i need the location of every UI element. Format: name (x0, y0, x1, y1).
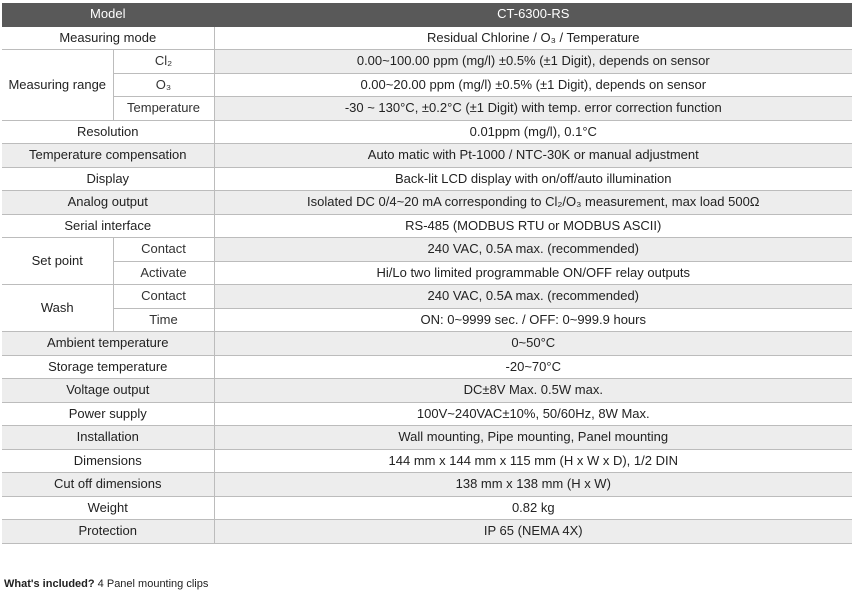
row-label: Storage temperature (2, 355, 214, 379)
row-value: IP 65 (NEMA 4X) (214, 520, 852, 544)
row-label: Weight (2, 496, 214, 520)
row-label: Temperature compensation (2, 144, 214, 168)
row-value: 0~50°C (214, 332, 852, 356)
row-label: Power supply (2, 402, 214, 426)
row-value: DC±8V Max. 0.5W max. (214, 379, 852, 403)
row-value: 0.00~100.00 ppm (mg/l) ±0.5% (±1 Digit), depends on sensor (214, 50, 852, 74)
table-row (2, 50, 852, 74)
row-label: Voltage output (2, 379, 214, 403)
row-value: 0.82 kg (214, 496, 852, 520)
table-row (2, 191, 852, 215)
row-value: Wall mounting, Pipe mounting, Panel mounting (214, 426, 852, 450)
row-value: 100V~240VAC±10%, 50/60Hz, 8W Max. (214, 402, 852, 426)
row-value: ON: 0~9999 sec. / OFF: 0~999.9 hours (214, 308, 852, 332)
table-row (2, 379, 852, 403)
row-value: Isolated DC 0/4~20 mA corresponding to Cl₂/O₃ measurement, max load 500Ω (214, 191, 852, 215)
row-label: Cut off dimensions (2, 473, 214, 497)
row-label: Installation (2, 426, 214, 450)
header-model-value: CT-6300-RS (214, 3, 852, 26)
row-sublabel: O₃ (113, 73, 214, 97)
whats-included-note (4, 578, 208, 590)
row-label: Dimensions (2, 449, 214, 473)
table-row (2, 355, 852, 379)
row-value: 138 mm x 138 mm (H x W) (214, 473, 852, 497)
whats-included-text: 4 Panel mounting clips (94, 578, 209, 590)
row-label: Resolution (2, 120, 214, 144)
table-header-row (2, 3, 852, 26)
row-group-label: Measuring range (2, 50, 113, 121)
row-sublabel: Contact (113, 285, 214, 309)
table-row (2, 120, 852, 144)
row-value: 240 VAC, 0.5A max. (recommended) (214, 238, 852, 262)
table-row (2, 308, 852, 332)
table-row (2, 449, 852, 473)
row-group-label: Set point (2, 238, 113, 285)
table-row (2, 520, 852, 544)
row-label: Display (2, 167, 214, 191)
row-value: 240 VAC, 0.5A max. (recommended) (214, 285, 852, 309)
table-row (2, 332, 852, 356)
header-label: Model (2, 3, 214, 26)
table-row (2, 402, 852, 426)
row-value: 0.00~20.00 ppm (mg/l) ±0.5% (±1 Digit), depends on sensor (214, 73, 852, 97)
table-row (2, 73, 852, 97)
row-label: Serial interface (2, 214, 214, 238)
table-row (2, 426, 852, 450)
row-sublabel: Time (113, 308, 214, 332)
table-row (2, 26, 852, 50)
spec-table (2, 3, 852, 544)
row-value: -20~70°C (214, 355, 852, 379)
row-value: 144 mm x 144 mm x 115 mm (H x W x D), 1/2 DIN (214, 449, 852, 473)
table-row (2, 144, 852, 168)
row-label: Measuring mode (2, 26, 214, 50)
row-value: Hi/Lo two limited programmable ON/OFF relay outputs (214, 261, 852, 285)
row-group-label: Wash (2, 285, 113, 332)
table-row (2, 261, 852, 285)
table-row (2, 167, 852, 191)
row-value: -30 ~ 130°C, ±0.2°C (±1 Digit) with temp. error correction function (214, 97, 852, 121)
table-row (2, 285, 852, 309)
row-label: Protection (2, 520, 214, 544)
table-row (2, 496, 852, 520)
row-value: Back-lit LCD display with on/off/auto illumination (214, 167, 852, 191)
whats-included-title: What's included? (4, 578, 95, 590)
row-sublabel: Activate (113, 261, 214, 285)
row-sublabel: Cl₂ (113, 50, 214, 74)
table-row (2, 214, 852, 238)
row-sublabel: Contact (113, 238, 214, 262)
row-value: 0.01ppm (mg/l), 0.1°C (214, 120, 852, 144)
table-row (2, 238, 852, 262)
row-label: Ambient temperature (2, 332, 214, 356)
row-value: RS-485 (MODBUS RTU or MODBUS ASCII) (214, 214, 852, 238)
row-label: Analog output (2, 191, 214, 215)
row-sublabel: Temperature (113, 97, 214, 121)
row-value: Auto matic with Pt-1000 / NTC-30K or manual adjustment (214, 144, 852, 168)
row-value: Residual Chlorine / O₃ / Temperature (214, 26, 852, 50)
table-row (2, 473, 852, 497)
table-row (2, 97, 852, 121)
